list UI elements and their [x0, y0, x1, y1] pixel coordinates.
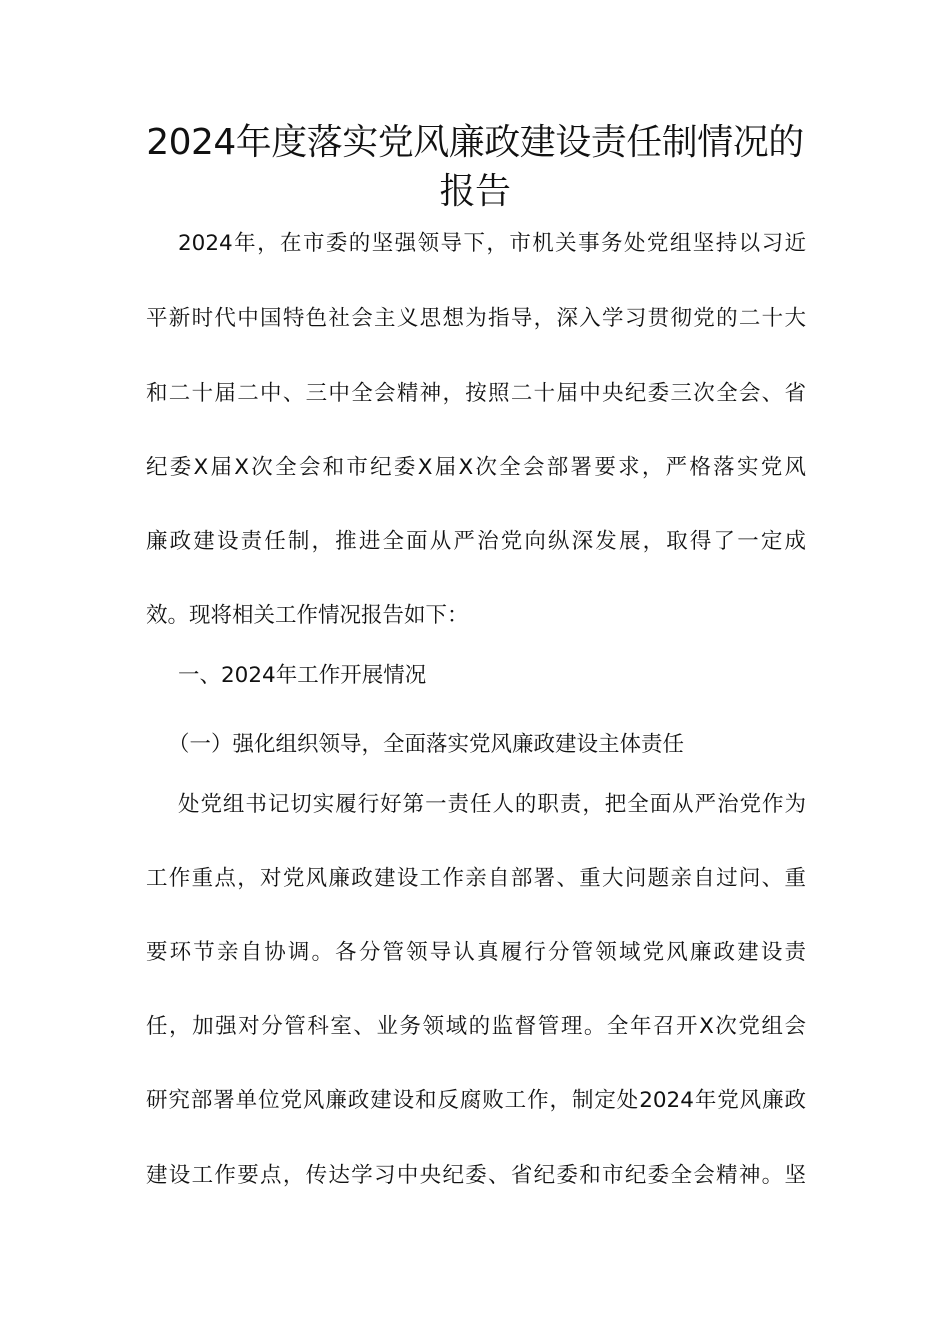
paragraph-line: 工作重点，对党风廉政建设工作亲自部署、重大问题亲自过问、重 [146, 866, 806, 891]
paragraph-line: 处党组书记切实履行好第一责任人的职责，把全面从严治党作为 [178, 792, 806, 817]
paragraph-line: 效。现将相关工作情况报告如下： [146, 603, 469, 628]
paragraph-line: 任，加强对分管科室、业务领域的监督管理。全年召开X次党组会 [146, 1014, 806, 1039]
paragraph-line: 2024年，在市委的坚强领导下，市机关事务处党组坚持以习近 [178, 231, 806, 256]
paragraph-line: 建设工作要点，传达学习中央纪委、省纪委和市纪委全会精神。坚 [146, 1163, 806, 1188]
section-heading: 一、2024年工作开展情况 [178, 663, 427, 688]
paragraph-line: 平新时代中国特色社会主义思想为指导，深入学习贯彻党的二十大 [146, 306, 806, 331]
paragraph-line: 廉政建设责任制，推进全面从严治党向纵深发展，取得了一定成 [146, 529, 806, 554]
paragraph-line: 和二十届二中、三中全会精神，按照二十届中央纪委三次全会、省 [146, 381, 806, 406]
paragraph-line: 要环节亲自协调。各分管领导认真履行分管领域党风廉政建设责 [146, 940, 806, 965]
subsection-heading: （一）强化组织领导，全面落实党风廉政建设主体责任 [168, 732, 685, 757]
document-title-line-2: 报告 [439, 171, 511, 212]
paragraph-line: 纪委X届X次全会和市纪委X届X次全会部署要求，严格落实党风 [146, 455, 806, 480]
document-title-line-1: 2024年度落实党风廉政建设责任制情况的 [146, 122, 804, 163]
paragraph-line: 研究部署单位党风廉政建设和反腐败工作，制定处2024年党风廉政 [146, 1088, 806, 1113]
